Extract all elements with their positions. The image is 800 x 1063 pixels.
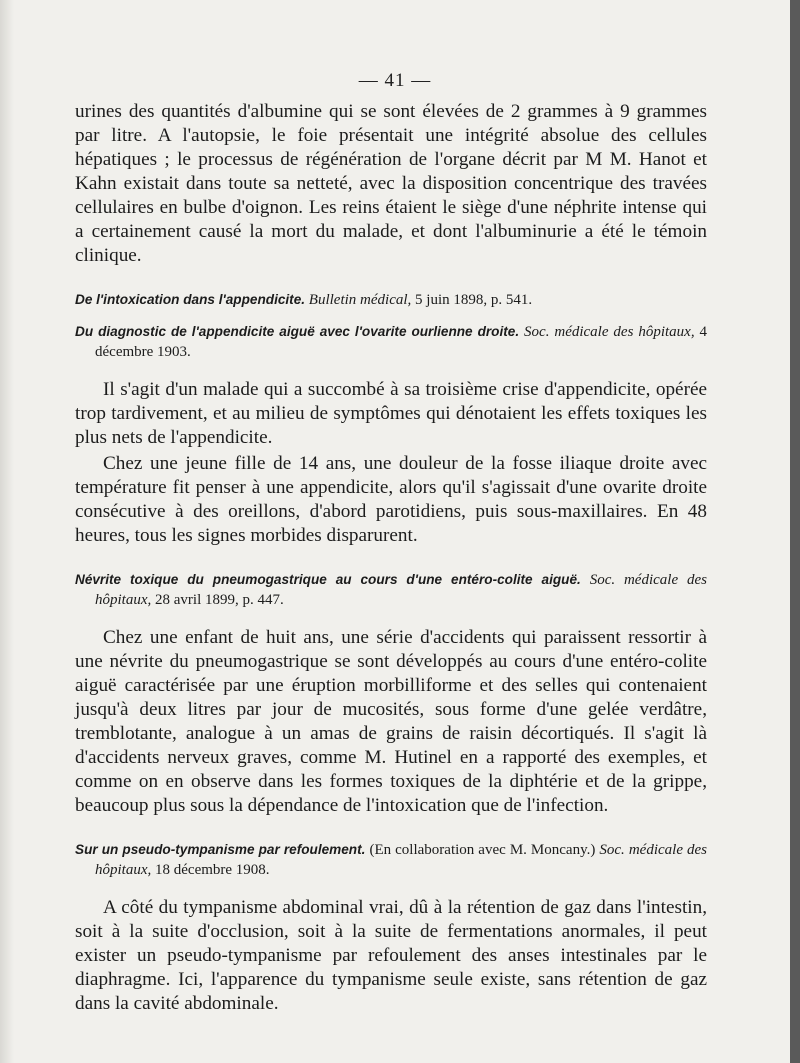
reference-source: Soc. médicale des hôpitaux, <box>95 842 707 878</box>
page-content <box>75 100 707 1016</box>
paragraph-jeune-fille-ovarite: Chez une jeune fille de 14 ans, une douleur de la fosse iliaque droite avec température fit penser à une appendicite, alors qu'il s'agissait d'une ovarite droite consécutive à des oreillons, d'abord parotidiens, puis sous-maxillaires. En 48 heures, tous les signes morbides disparurent. <box>75 453 707 546</box>
reference-source: Soc. médicale des hôpitaux, <box>524 324 695 340</box>
reference-intoxication-appendicite <box>75 290 707 310</box>
reference-date: 28 avril 1899, p. 447. <box>155 592 284 608</box>
paragraph-tympanisme-abdominal: A côté du tympanisme abdominal vrai, dû à la rétention de gaz dans l'intestin, soit à la suite d'occlusion, soit à la suite de fermentations anormales, il peut exister un pseudo-tympanisme par refoulement des anses intestinales par le diaphragme. Ici, l'apparence du tympanisme seule existe, sans rétention de gaz dans la cavité abdominale. <box>75 897 707 1014</box>
reference-pseudo-tympanisme <box>75 840 707 880</box>
reference-title: Névrite toxique du pneumogastrique au cours d'une entéro-colite aiguë. <box>75 572 581 587</box>
reference-diagnostic-appendicite <box>75 322 707 362</box>
page-number: — 41 — <box>358 70 432 91</box>
reference-collaboration: (En collaboration avec M. Moncany.) <box>369 842 596 858</box>
paragraph-enfant-nevrite: Chez une enfant de huit ans, une série d'accidents qui paraissent ressortir à une névrite du pneumogastrique se sont développés au cours d'une entéro-colite aiguë caractérisée par une éruption morbilliforme et des selles qui contenaient jusqu'à deux litres par jour de mucosités, sous forme d'une gelée verdâtre, tremblotante, analogue à un amas de grains de raisin décortiqués. Il s'agit là d'accidents nerveux graves, comme M. Hutinel en a rapporté des exemples, et comme on en observe dans les formes toxiques de la diphtérie et de la grippe, beaucoup plus sous la dépendance de l'intoxication que de l'infection. <box>75 627 707 816</box>
paragraph-malade-appendicite: Il s'agit d'un malade qui a succombé à sa troisième crise d'appendicite, opérée trop tardivement, et au milieu de symptômes qui dénotaient les effets toxiques les plus nets de l'appendicite. <box>75 379 707 448</box>
reference-source: Bulletin médical, <box>308 292 412 308</box>
reference-date: 5 juin 1898, p. 541. <box>415 292 533 308</box>
reference-date: 18 décembre 1908. <box>155 862 270 878</box>
reference-nevrite-pneumogastrique <box>75 570 707 610</box>
reference-title: Du diagnostic de l'appendicite aiguë avec l'ovarite ourlienne droite. <box>75 324 520 339</box>
reference-date: 4 décembre 1903. <box>95 324 707 360</box>
paragraph-albumine-autopsy: urines des quantités d'albumine qui se sont élevées de 2 grammes à 9 grammes par litre. A l'autopsie, le foie présentait une intégrité absolue des cellules hépatiques ; le processus de régénération de l'organe décrit par M M. Hanot et Kahn existait dans toute sa netteté, avec la disposition concentrique des travées cellulaires en bulbe d'oignon. Les reins étaient le siège d'une néphrite intense qui a certainement causé la mort du malade, et dont l'albuminurie a été le témoin clinique. <box>75 101 707 266</box>
reference-title: Sur un pseudo-tympanisme par refoulement. <box>75 842 366 857</box>
reference-source: Soc. médicale des hôpitaux, <box>95 572 707 608</box>
reference-title: De l'intoxication dans l'appendicite. <box>75 292 306 307</box>
